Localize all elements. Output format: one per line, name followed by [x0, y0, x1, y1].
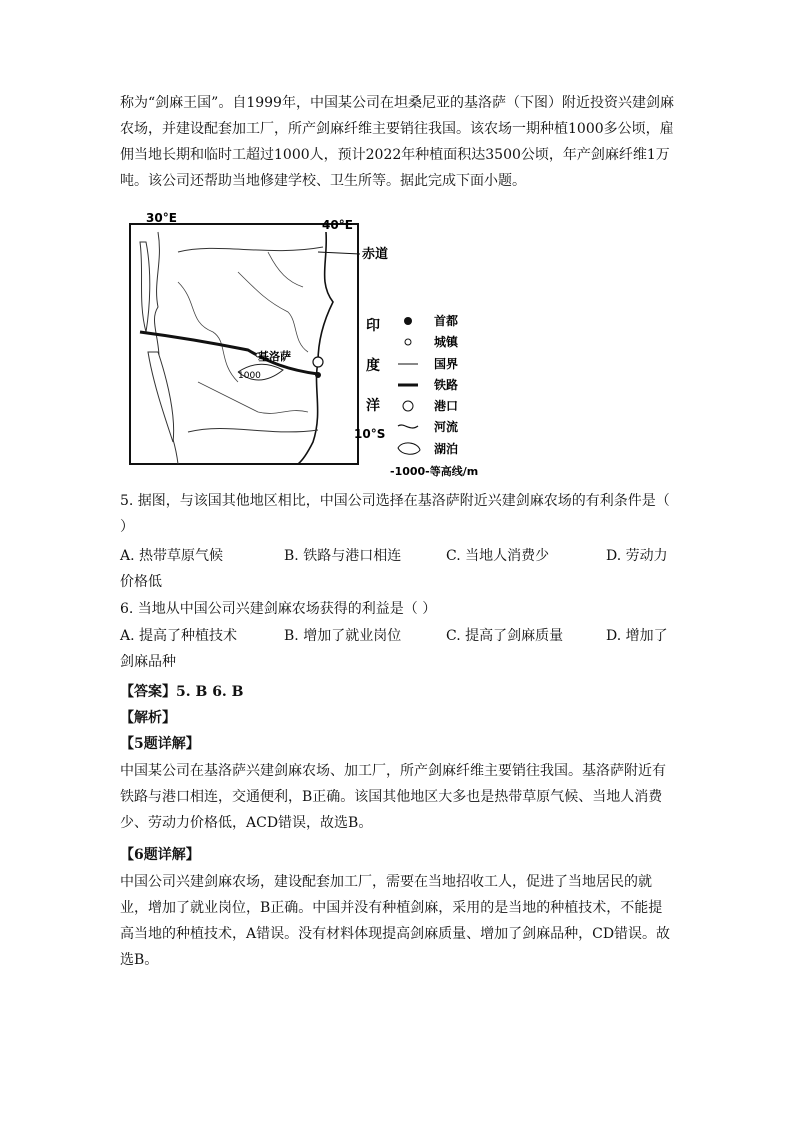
q5-option-c: C. 当地人消费少	[446, 548, 550, 564]
q5-stem-end: ）	[120, 519, 134, 535]
kilosa-label: 基洛萨	[258, 350, 291, 363]
q6-detail-heading: 【6题详解】	[120, 847, 200, 863]
q5-option-b: B. 铁路与港口相连	[284, 548, 402, 564]
ocean-char-3: 洋	[366, 398, 380, 414]
legend-port-label: 港口	[434, 399, 459, 413]
q6-option-a: A. 提高了种植技术	[120, 628, 238, 644]
legend-railway-label: 铁路	[434, 378, 459, 392]
lat-10s-label: 10°S	[354, 427, 386, 441]
equator-label: 赤道	[362, 247, 389, 262]
q6-option-b: B. 增加了就业岗位	[284, 628, 402, 644]
legend-river-symbol	[398, 425, 418, 428]
lon-40e-label: 40°E	[322, 218, 353, 232]
legend-lake-label: 湖泊	[434, 442, 459, 456]
q6-option-d: D. 增加了	[606, 628, 668, 644]
legend-port-symbol	[403, 401, 413, 411]
legend-lake-symbol	[398, 443, 420, 454]
ocean-char-1: 印	[366, 318, 380, 334]
q5-stem: 5. 据图，与该国其他地区相比，中国公司选择在基洛萨附近兴建剑麻农场的有利条件是（	[120, 493, 670, 509]
ocean-char-2: 度	[366, 358, 380, 374]
legend-border-label: 国界	[434, 357, 459, 371]
q6-option-c: C. 提高了剑麻质量	[446, 628, 564, 644]
legend-capital-label: 首都	[434, 314, 459, 328]
contour-value: 1000	[238, 371, 261, 381]
intro-paragraph: 称为“剑麻王国”。自1999年，中国某公司在坦桑尼亚的基洛萨（下图）附近投资兴建剑麻农场，并建设配套加工厂，所产剑麻纤维主要销往我国。该农场一期种植1000多公顷，雇佣当地长期和临时工超过1000人，预计2022年种植面积达3500公顷，年产剑麻纤维1万吨。该公司还帮助当地修建学校、卫生所等。据此完成下面小题。	[120, 95, 674, 189]
analysis-heading: 【解析】	[120, 710, 176, 726]
legend	[390, 313, 478, 478]
answer-line: 【答案】5. B 6. B	[120, 684, 244, 700]
lon-30e-label: 30°E	[146, 212, 177, 225]
legend-contour-label: -1000-等高线/m	[390, 465, 479, 478]
tanzania-map	[118, 212, 508, 484]
map-frame	[130, 224, 358, 464]
legend-capital-symbol	[404, 317, 412, 325]
q5-option-a: A. 热带草原气候	[120, 548, 224, 564]
legend-river-label: 河流	[434, 420, 459, 434]
port-marker	[313, 357, 323, 367]
q5-option-d: D. 劳动力	[606, 548, 668, 564]
q5-detail-heading: 【5题详解】	[120, 736, 200, 752]
q5-option-d-cont: 价格低	[120, 574, 162, 590]
q5-detail-text: 中国某公司在基洛萨兴建剑麻农场、加工厂，所产剑麻纤维主要销往我国。基洛萨附近有铁路与港口相连，交通便利，B正确。该国其他地区大多也是热带草原气候、当地人消费少、劳动力价格低，ACD错误，故选B。	[120, 763, 666, 831]
q6-option-d-cont: 剑麻品种	[120, 654, 176, 670]
q6-detail-text: 中国公司兴建剑麻农场，建设配套加工厂，需要在当地招收工人，促进了当地居民的就业，增加了就业岗位，B正确。中国并没有种植剑麻，采用的是当地的种植技术，不能提高当地的种植技术，A错误。没有材料体现提高剑麻质量、增加了剑麻品种，CD错误。故选B。	[120, 874, 671, 968]
q6-stem: 6. 当地从中国公司兴建剑麻农场获得的利益是（ ）	[120, 601, 437, 617]
legend-town-symbol	[405, 339, 411, 345]
legend-town-label: 城镇	[434, 335, 459, 349]
port-dot	[315, 372, 321, 378]
